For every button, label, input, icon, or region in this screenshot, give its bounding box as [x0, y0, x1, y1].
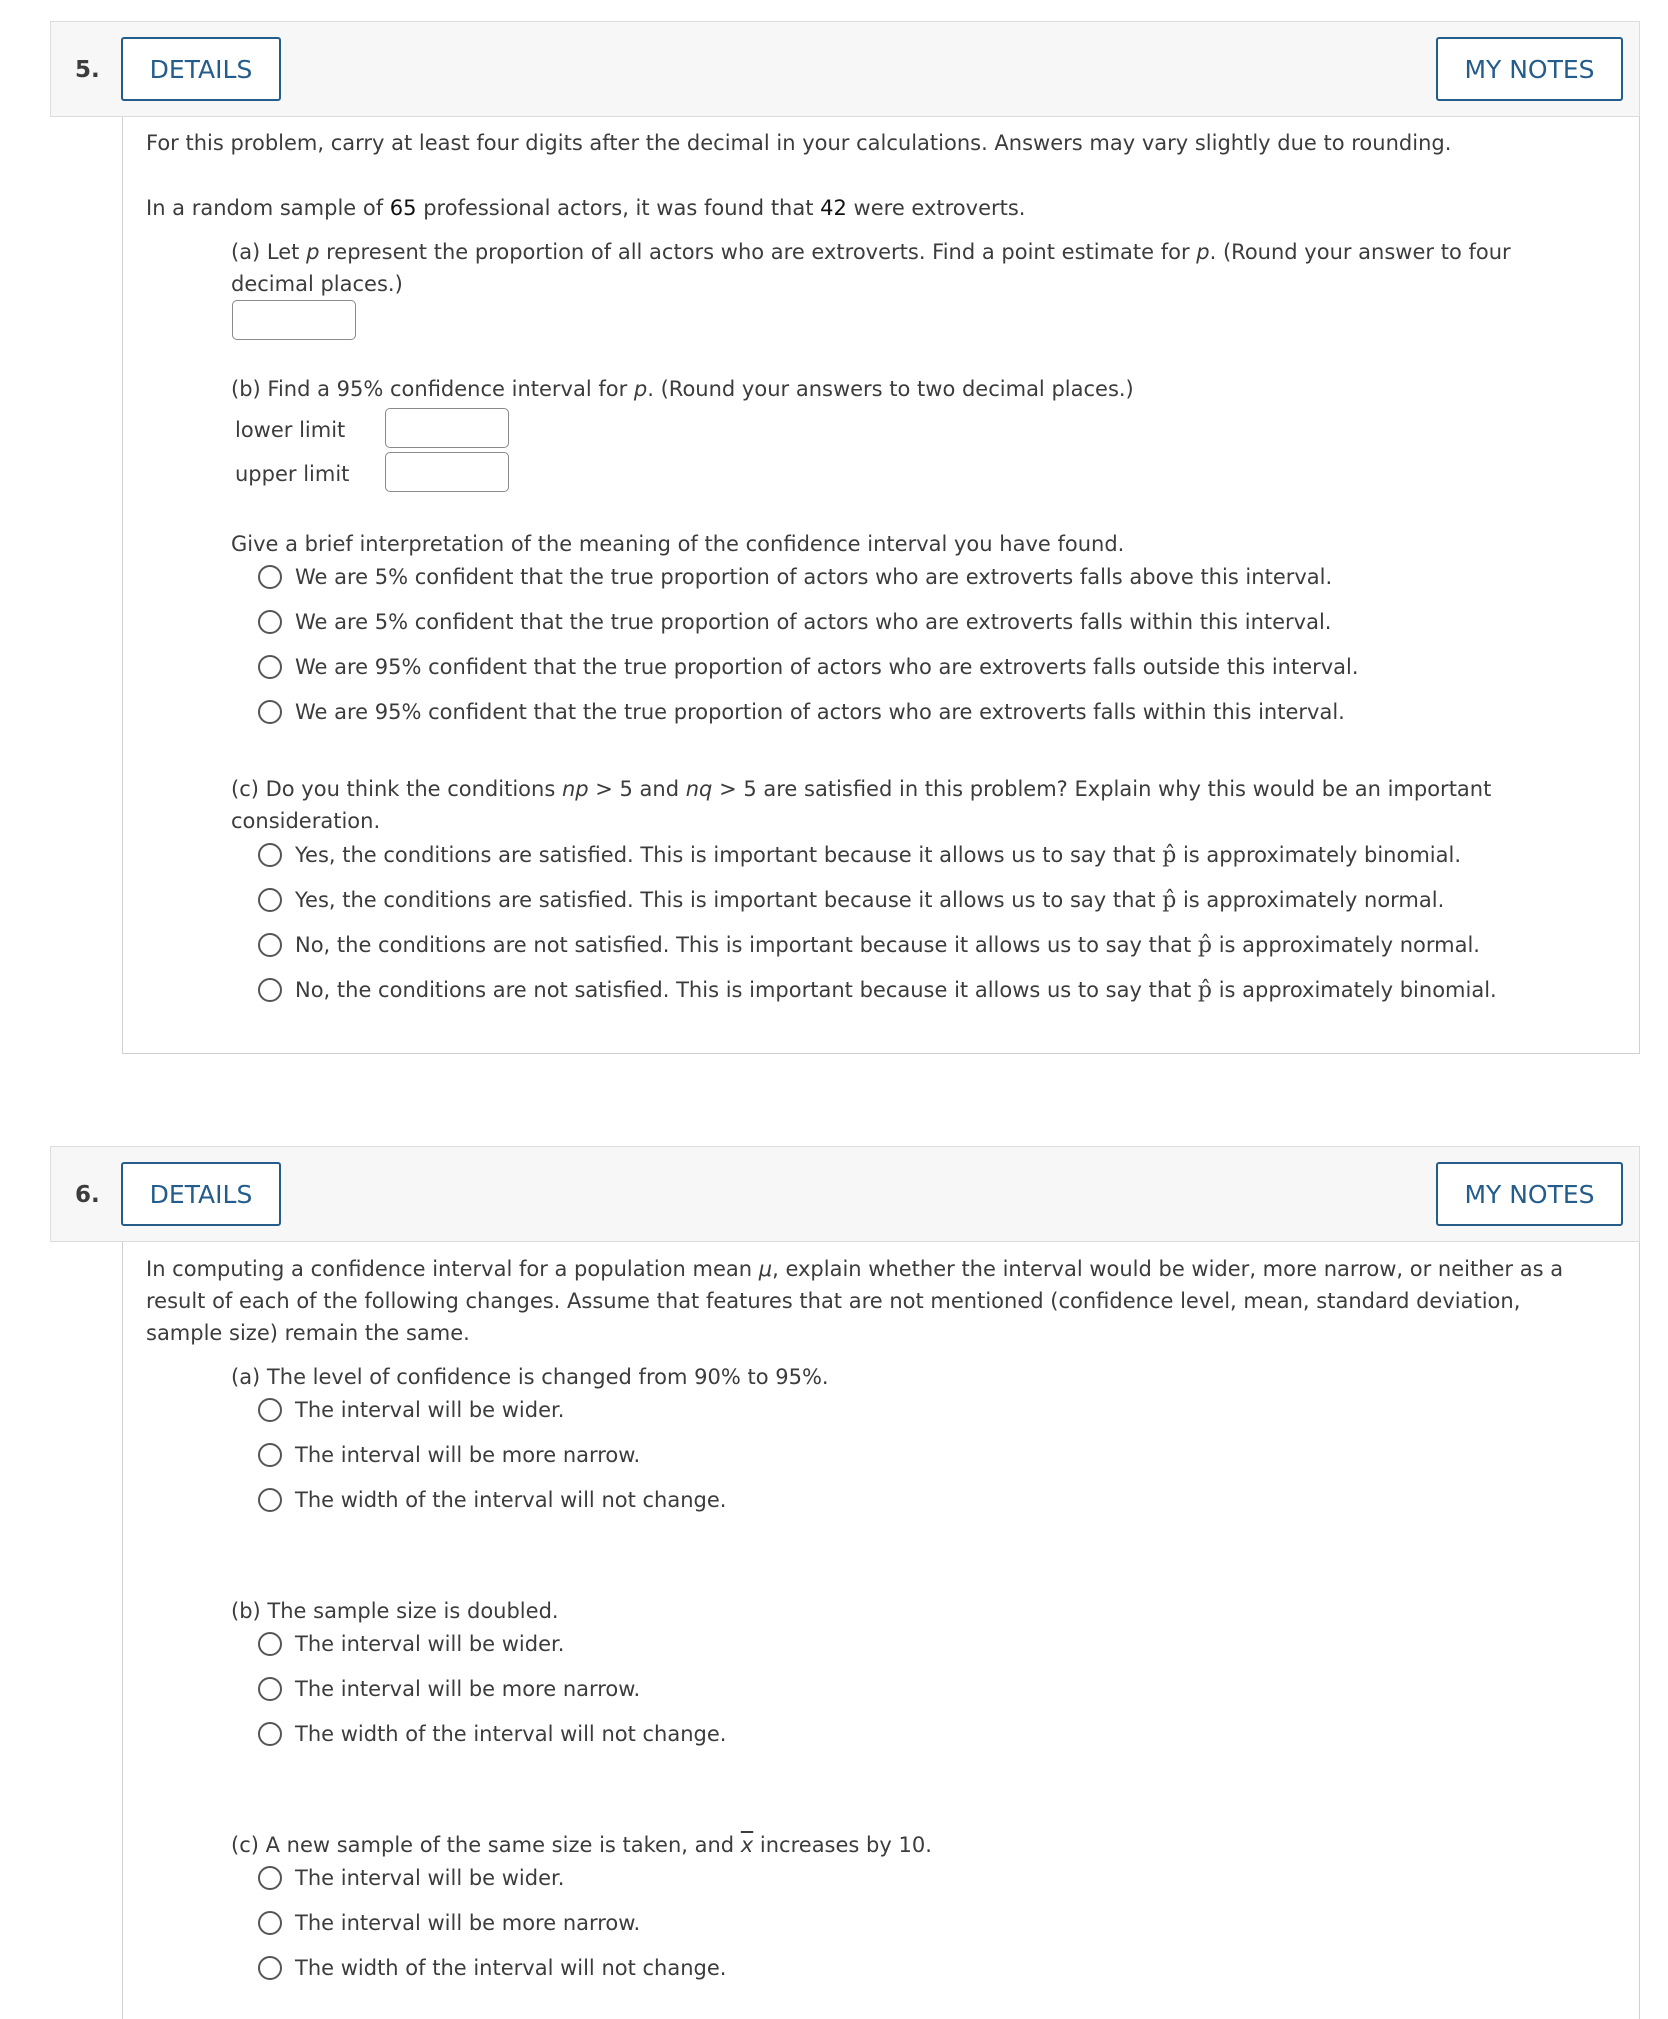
- option-label: [295, 843, 1461, 868]
- radio-button[interactable]: [258, 1866, 282, 1890]
- option-text: is approximately binomial.: [1176, 842, 1461, 867]
- radio-button[interactable]: [258, 1722, 282, 1746]
- variable-p: p: [306, 240, 320, 264]
- option-label: [295, 978, 1497, 1003]
- part-a-option[interactable]: [258, 1440, 640, 1470]
- radio-button[interactable]: [258, 565, 282, 589]
- my-notes-button[interactable]: MY NOTES: [1436, 37, 1623, 101]
- radio-button[interactable]: [258, 933, 282, 957]
- question-number: 6.: [75, 1182, 100, 1208]
- part-a-prompt: (a) The level of confidence is changed from 90% to 95%.: [231, 1365, 829, 1389]
- part-c-option[interactable]: [258, 1863, 564, 1893]
- interpretation-prompt: Give a brief interpretation of the meaning of the confidence interval you have found.: [231, 532, 1125, 556]
- option-label: The interval will be more narrow.: [295, 1911, 641, 1935]
- part-b-option[interactable]: [258, 1719, 726, 1749]
- conditions-option[interactable]: [258, 975, 1497, 1005]
- radio-button[interactable]: [258, 1632, 282, 1656]
- option-text: No, the conditions are not satisfied. This is important because it allows us to say that: [295, 977, 1198, 1002]
- interpretation-option[interactable]: [258, 697, 1345, 727]
- prompt-text: (c) Do you think the conditions: [231, 777, 562, 801]
- radio-button[interactable]: [258, 1443, 282, 1467]
- option-text: is approximately normal.: [1212, 932, 1480, 957]
- part-c-prompt-line2: consideration.: [231, 809, 381, 833]
- sample-size-value: 65: [389, 196, 417, 220]
- option-text: Yes, the conditions are satisfied. This is important because it allows us to say that: [295, 887, 1163, 912]
- option-label: [295, 888, 1444, 913]
- variable-np: np: [561, 777, 589, 801]
- option-text: is approximately binomial.: [1212, 977, 1497, 1002]
- part-c-prompt: [231, 1829, 932, 1861]
- option-label: The width of the interval will not change.: [295, 1956, 727, 1980]
- option-label: We are 95% confident that the true proportion of actors who are extroverts falls within this interval.: [295, 700, 1345, 724]
- option-text: Yes, the conditions are satisfied. This is important because it allows us to say that: [295, 842, 1163, 867]
- p-hat-symbol: p̂: [1197, 977, 1213, 1003]
- radio-button[interactable]: [258, 700, 282, 724]
- question-5-header: [50, 21, 1640, 117]
- radio-button[interactable]: [258, 843, 282, 867]
- question-6-intro: [146, 1253, 1563, 1285]
- question-number: 5.: [75, 57, 100, 83]
- rounding-instruction: For this problem, carry at least four digits after the decimal in your calculations. Answers may vary slightly due to rounding.: [146, 131, 1452, 155]
- part-b-prompt: [231, 373, 1134, 405]
- sample-text: were extroverts.: [846, 196, 1026, 220]
- option-label: The width of the interval will not change.: [295, 1488, 727, 1512]
- part-a-option[interactable]: [258, 1395, 564, 1425]
- details-button[interactable]: DETAILS: [121, 37, 281, 101]
- lower-limit-input[interactable]: [385, 408, 509, 448]
- radio-button[interactable]: [258, 1398, 282, 1422]
- prompt-text: . (Round your answer to four: [1209, 240, 1511, 264]
- option-label: The interval will be more narrow.: [295, 1443, 641, 1467]
- prompt-text: (b) Find a 95% confidence interval for: [231, 377, 634, 401]
- p-hat-symbol: p̂: [1197, 932, 1213, 958]
- prompt-text: > 5 and: [588, 777, 686, 801]
- interpretation-option[interactable]: [258, 607, 1331, 637]
- radio-button[interactable]: [258, 1677, 282, 1701]
- option-label: We are 5% confident that the true proportion of actors who are extroverts falls above this interval.: [295, 565, 1333, 589]
- option-text: No, the conditions are not satisfied. This is important because it allows us to say that: [295, 932, 1198, 957]
- part-a-prompt: [231, 236, 1511, 268]
- variable-p: p: [1196, 240, 1210, 264]
- radio-button[interactable]: [258, 610, 282, 634]
- my-notes-button[interactable]: MY NOTES: [1436, 1162, 1623, 1226]
- prompt-text: (a) Let: [231, 240, 307, 264]
- part-c-prompt: [231, 773, 1491, 805]
- intro-text: , explain whether the interval would be wider, more narrow, or neither as a: [772, 1257, 1564, 1281]
- part-b-option[interactable]: [258, 1674, 640, 1704]
- upper-limit-label: upper limit: [235, 462, 350, 486]
- radio-button[interactable]: [258, 655, 282, 679]
- option-label: The interval will be more narrow.: [295, 1677, 641, 1701]
- option-label: We are 95% confident that the true proportion of actors who are extroverts falls outside this interval.: [295, 655, 1359, 679]
- radio-button[interactable]: [258, 1911, 282, 1935]
- option-text: is approximately normal.: [1176, 887, 1445, 912]
- prompt-text: increases by 10.: [753, 1833, 932, 1857]
- x-bar-symbol: $\overline{x}$: [740, 1833, 754, 1857]
- option-label: The interval will be wider.: [295, 1398, 565, 1422]
- interpretation-option[interactable]: [258, 652, 1359, 682]
- sample-statement: [146, 192, 1025, 224]
- option-label: The width of the interval will not change.: [295, 1722, 727, 1746]
- intro-text: In computing a confidence interval for a population mean: [146, 1257, 759, 1281]
- variable-nq: nq: [685, 777, 713, 801]
- question-6-header: [50, 1146, 1640, 1242]
- radio-button[interactable]: [258, 1488, 282, 1512]
- mu-symbol: μ: [758, 1257, 773, 1281]
- interpretation-option[interactable]: [258, 562, 1332, 592]
- prompt-text: > 5 are satisfied in this problem? Explain why this would be an important: [712, 777, 1492, 801]
- prompt-text: (c) A new sample of the same size is taken, and: [231, 1833, 741, 1857]
- part-b-prompt: (b) The sample size is doubled.: [231, 1599, 559, 1623]
- p-hat-symbol: p̂: [1162, 887, 1177, 913]
- part-b-option[interactable]: [258, 1629, 564, 1659]
- extrovert-count-value: 42: [820, 196, 847, 220]
- part-a-option[interactable]: [258, 1485, 726, 1515]
- part-c-option[interactable]: [258, 1953, 726, 1983]
- sample-text: In a random sample of: [146, 196, 390, 220]
- variable-p: p: [633, 377, 648, 401]
- p-hat-symbol: p̂: [1162, 842, 1177, 868]
- radio-button[interactable]: [258, 888, 282, 912]
- conditions-option[interactable]: [258, 930, 1480, 960]
- prompt-text: . (Round your answers to two decimal places.): [647, 377, 1134, 401]
- option-label: The interval will be wider.: [295, 1866, 565, 1890]
- prompt-text: represent the proportion of all actors who are extroverts. Find a point estimate for: [319, 240, 1197, 264]
- radio-button[interactable]: [258, 978, 282, 1002]
- option-label: We are 5% confident that the true proportion of actors who are extroverts falls within this interval.: [295, 610, 1332, 634]
- radio-button[interactable]: [258, 1956, 282, 1980]
- option-label: The interval will be wider.: [295, 1632, 565, 1656]
- conditions-option[interactable]: [258, 885, 1444, 915]
- part-a-prompt-line2: decimal places.): [231, 272, 403, 296]
- point-estimate-input[interactable]: [232, 300, 356, 340]
- conditions-option[interactable]: [258, 840, 1461, 870]
- part-c-option[interactable]: [258, 1908, 640, 1938]
- sample-text: professional actors, it was found that: [416, 196, 821, 220]
- question-6-intro-line3: sample size) remain the same.: [146, 1321, 470, 1345]
- question-6-intro-line2: result of each of the following changes. Assume that features that are not mentioned (confidence level, mean, standard deviation,: [146, 1289, 1521, 1313]
- details-button[interactable]: DETAILS: [121, 1162, 281, 1226]
- upper-limit-input[interactable]: [385, 452, 509, 492]
- lower-limit-label: lower limit: [235, 418, 346, 442]
- option-label: [295, 933, 1480, 958]
